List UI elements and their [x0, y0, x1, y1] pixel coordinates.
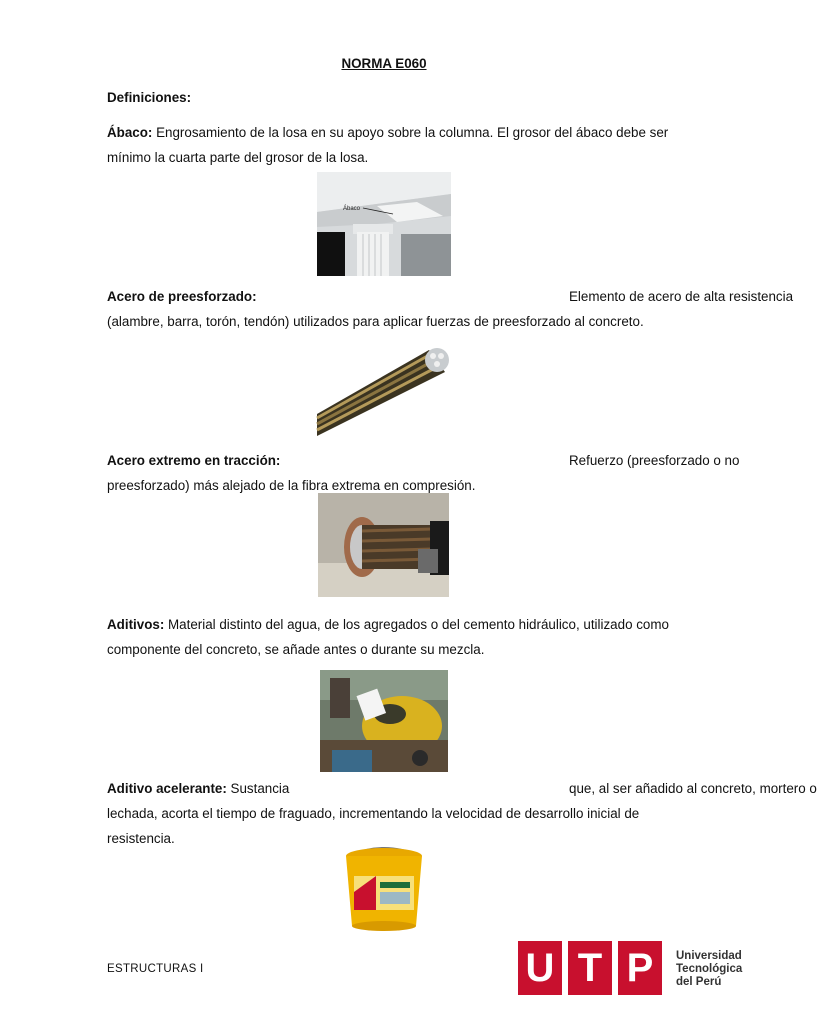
- definition-text: (alambre, barra, torón, tendón) utilizados para aplicar fuerzas de preesforzado al concreto.: [107, 314, 644, 329]
- abaco-image: [317, 172, 451, 276]
- definition-text: Elemento de acero de alta resistencia: [569, 289, 794, 304]
- definition-text: Engrosamiento de la losa en su apoyo sobre la columna. El grosor del ábaco debe ser: [152, 125, 669, 140]
- strand-image: [317, 344, 451, 436]
- definition-text: Material distinto del agua, de los agregados o del cemento hidráulico, utilizado como: [164, 617, 669, 632]
- definition-aditivos: [107, 612, 719, 662]
- bucket-image: [318, 838, 450, 936]
- utp-logo-line: del Perú: [676, 976, 722, 988]
- utp-logo-text: [676, 950, 742, 989]
- concrete-mixer-illustration: [320, 670, 448, 772]
- tendon-anchor-image: [318, 493, 449, 597]
- term-acero-extremo: Acero extremo en tracción:: [107, 453, 281, 468]
- definition-text: lechada, acorta el tiempo de fraguado, incrementando la velocidad de desarrollo inicial de: [107, 806, 640, 821]
- footer-course: ESTRUCTURAS I: [107, 963, 204, 975]
- utp-logo-letter-t: T: [568, 941, 612, 995]
- definition-text: Sustancia: [226, 781, 290, 796]
- definition-acero-extremo: [107, 448, 740, 498]
- definition-text: que, al ser añadido al concreto, mortero o: [569, 781, 817, 796]
- definition-acero-preesforzado: [107, 284, 794, 334]
- term-acero-preesforzado: Acero de preesforzado:: [107, 289, 257, 304]
- definition-text: Refuerzo (preesforzado o no: [569, 453, 740, 468]
- document-title: NORMA E060: [341, 56, 427, 71]
- utp-logo-letter-p: P: [618, 941, 662, 995]
- definition-text: resistencia.: [107, 831, 175, 846]
- tendon-anchor-illustration: [318, 493, 449, 597]
- utp-logo-letter-u: U: [518, 941, 562, 995]
- abaco-illustration: [317, 172, 451, 276]
- definition-text: mínimo la cuarta parte del grosor de la losa.: [107, 150, 369, 165]
- additive-bucket-illustration: [318, 838, 450, 936]
- term-aditivos: Aditivos:: [107, 617, 165, 632]
- utp-logo-line: Tecnológica: [676, 963, 743, 975]
- abaco-label: Ábaco: [343, 206, 361, 212]
- utp-logo-line: Universidad: [676, 950, 742, 962]
- definitions-heading: Definiciones:: [107, 90, 192, 105]
- definition-text: componente del concreto, se añade antes o durante su mezcla.: [107, 642, 485, 657]
- term-abaco: Ábaco:: [107, 125, 153, 140]
- definition-abaco: [107, 120, 719, 170]
- mixer-image: [320, 670, 448, 772]
- definition-text: preesforzado) más alejado de la fibra extrema en compresión.: [107, 478, 476, 493]
- steel-strand-illustration: [317, 344, 451, 436]
- term-aditivo-acelerante: Aditivo acelerante:: [107, 781, 227, 796]
